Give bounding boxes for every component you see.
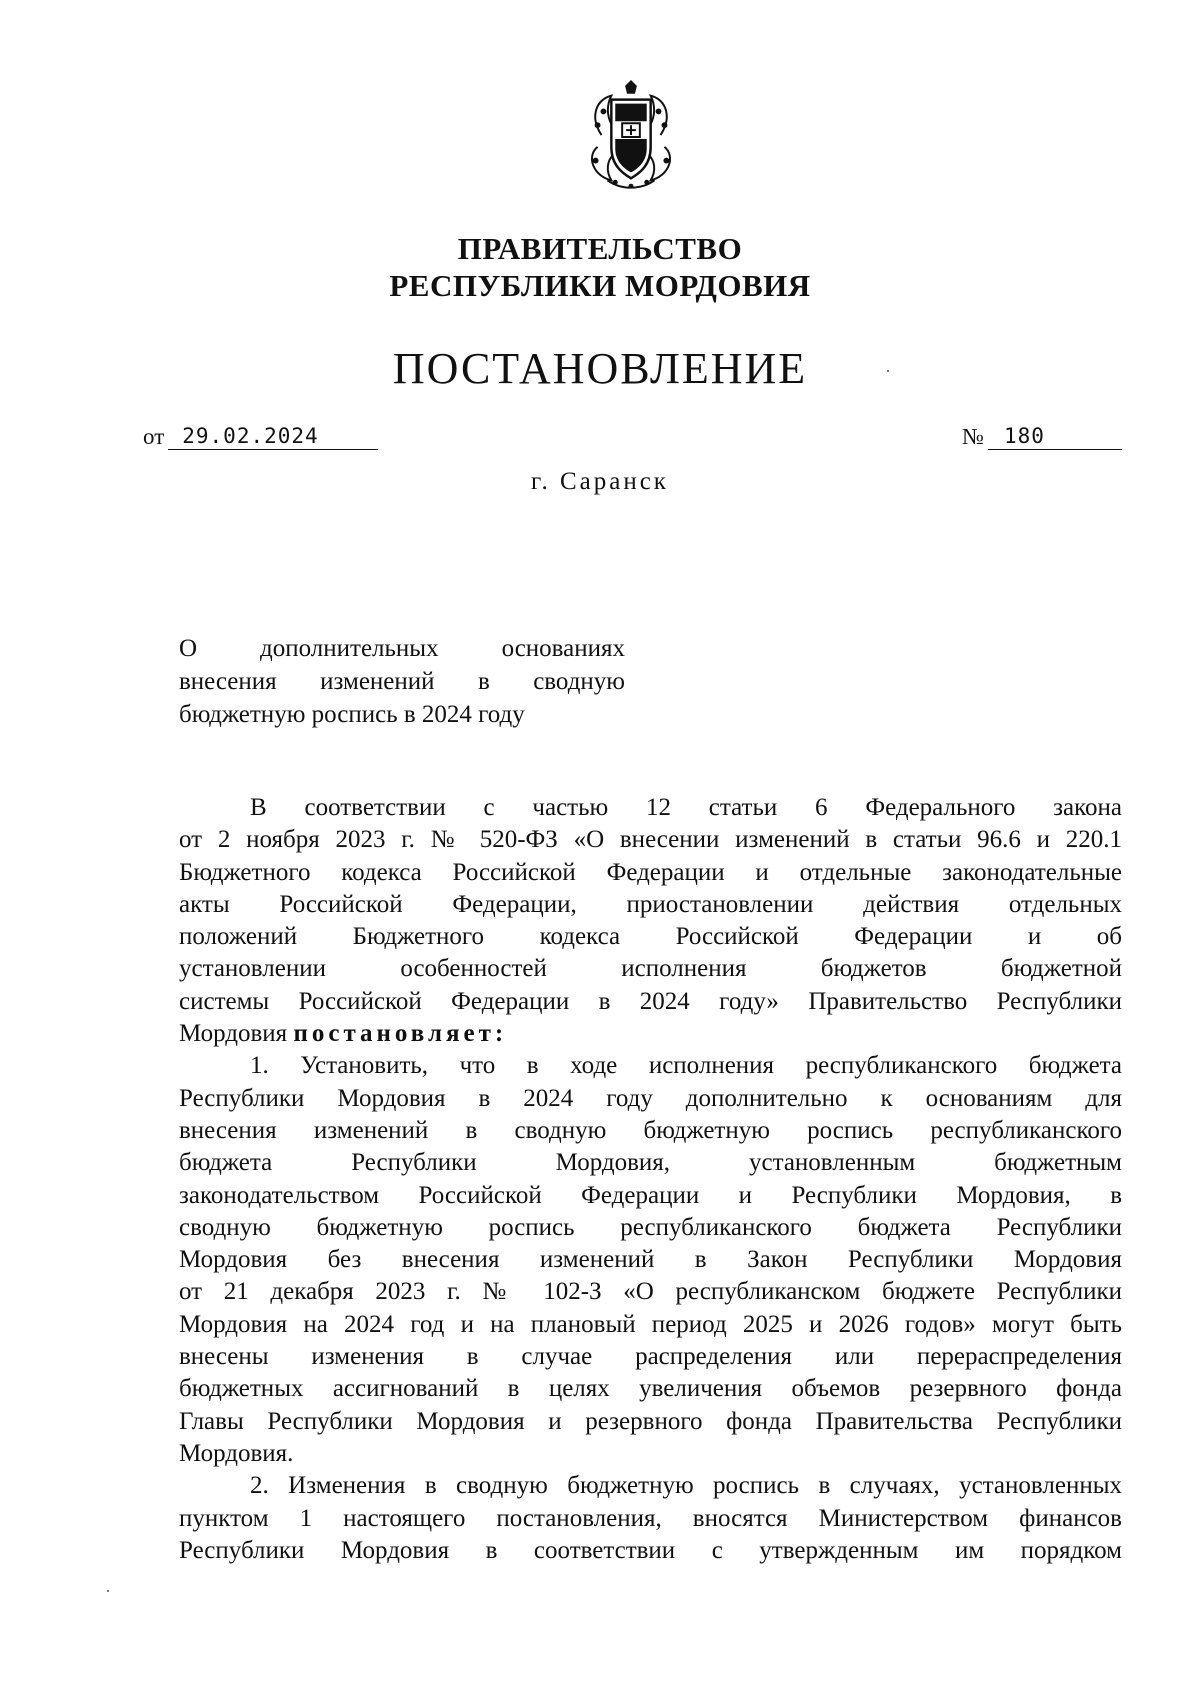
body-line: пунктом 1 настоящего постановления, вносятся Министерством финансов bbox=[179, 1504, 1122, 1532]
coat-of-arms-icon bbox=[572, 78, 690, 196]
date-prefix: от bbox=[143, 424, 165, 449]
body-line: бюджетных ассигнований в целях увеличения объемов резервного фонда bbox=[179, 1375, 1122, 1403]
body-line: законодательством Российской Федерации и Республики Мордовия, в bbox=[179, 1181, 1122, 1209]
document-subject bbox=[179, 632, 625, 731]
body-line: 1. Установить, что в ходе исполнения республиканского бюджета bbox=[250, 1052, 1122, 1080]
subject-line: бюджетную роспись в 2024 году bbox=[179, 701, 525, 728]
document-body bbox=[179, 792, 1122, 1567]
document-type-title: ПОСТАНОВЛЕНИЕ bbox=[392, 344, 808, 393]
body-line: Республики Мордовия в 2024 году дополнительно к основаниям для bbox=[179, 1084, 1122, 1112]
body-line: Мордовия. bbox=[179, 1439, 294, 1467]
government-title-line-1: ПРАВИТЕЛЬСТВО bbox=[457, 231, 743, 266]
subject-line: внесения изменений в сводную bbox=[179, 668, 625, 695]
body-line: Бюджетного кодекса Российской Федерации и отдельные законодательные bbox=[179, 858, 1122, 886]
decree-word: постановляет: bbox=[293, 1020, 508, 1048]
body-line: внесения изменений в сводную бюджетную роспись республиканского bbox=[179, 1116, 1122, 1144]
body-line: Мордовия на 2024 год и на плановый период 2025 и 2026 годов» могут быть bbox=[179, 1310, 1122, 1338]
body-line: системы Российской Федерации в 2024 году» Правительство Республики bbox=[179, 987, 1122, 1015]
scan-speck bbox=[107, 1590, 109, 1592]
body-line: В соответствии с частью 12 статьи 6 Федерального закона bbox=[250, 794, 1122, 821]
body-line-text: Мордовия bbox=[179, 1020, 288, 1048]
subject-line: О дополнительных основаниях bbox=[179, 635, 625, 662]
body-line: Мордовия без внесения изменений в Закон Республики Мордовия bbox=[179, 1246, 1122, 1274]
body-line: бюджета Республики Мордовия, установленным бюджетным bbox=[179, 1149, 1122, 1177]
body-line: положений Бюджетного кодекса Российской Федерации и об bbox=[179, 923, 1122, 951]
date-line bbox=[143, 423, 378, 450]
body-line: от 21 декабря 2023 г. № 102-З «О республиканском бюджете Республики bbox=[179, 1278, 1122, 1306]
scan-speck bbox=[887, 370, 889, 372]
body-line: внесены изменения в случае распределения или перераспределения bbox=[179, 1343, 1122, 1371]
city-line: г. Саранск bbox=[531, 468, 669, 495]
body-line: 2. Изменения в сводную бюджетную роспись в случаях, установленных bbox=[250, 1472, 1122, 1500]
body-line: акты Российской Федерации, приостановлении действия отдельных bbox=[179, 890, 1122, 918]
body-line: от 2 ноября 2023 г. № 520-ФЗ «О внесении изменений в статьи 96.6 и 220.1 bbox=[179, 826, 1122, 854]
body-line: Республики Мордовия в соответствии с утвержденным им порядком bbox=[179, 1536, 1122, 1564]
document-number: 180 bbox=[988, 423, 1122, 450]
number-line bbox=[962, 423, 1122, 450]
body-line: установлении особенностей исполнения бюджетов бюджетной bbox=[179, 955, 1122, 983]
body-line: Главы Республики Мордовия и резервного фонда Правительства Республики bbox=[179, 1407, 1122, 1435]
body-line: сводную бюджетную роспись республиканского бюджета Республики bbox=[179, 1213, 1122, 1241]
government-title-line-2: РЕСПУБЛИКИ МОРДОВИЯ bbox=[389, 268, 811, 303]
document-date: 29.02.2024 bbox=[168, 423, 378, 450]
body-line bbox=[179, 1018, 1122, 1050]
number-prefix: № bbox=[962, 424, 984, 449]
